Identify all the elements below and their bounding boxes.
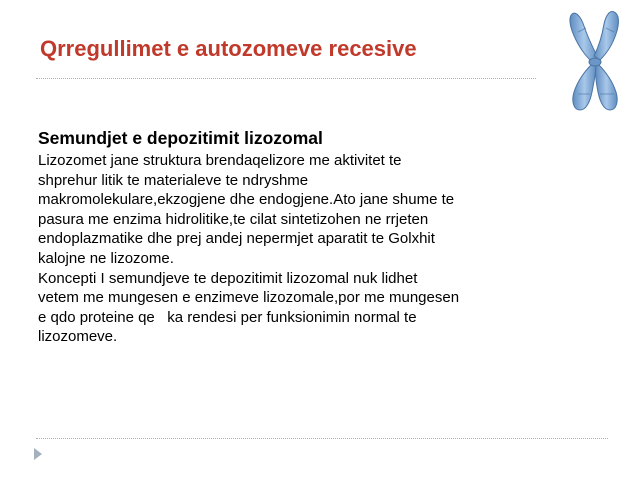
slide-subtitle: Semundjet e depozitimit lizozomal xyxy=(38,128,323,148)
text-line: Koncepti I semundjeve te depozitimit lizozomal nuk lidhet xyxy=(38,269,418,287)
paragraph-koncepti xyxy=(38,269,578,347)
text-line: Lizozomet jane struktura brendaqelizore me aktivitet te xyxy=(38,152,402,169)
text-line: e qdo proteine qe ka rendesi per funksionimin normal te xyxy=(38,308,417,326)
chromosome-icon xyxy=(562,8,628,114)
text-line: shprehur litik te materialeve te ndryshme xyxy=(38,171,309,189)
paragraph-lizozomet xyxy=(38,151,578,269)
slide-body xyxy=(38,128,578,347)
text-line: endoplazmatike dhe prej andej nepermjet aparatit te Golxhit xyxy=(38,230,435,248)
text-line: makromolekulare,ekzogjene dhe endogjene.Ato jane shume te xyxy=(38,191,455,209)
slide-title: Qrregullimet e autozomeve recesive xyxy=(40,36,417,61)
text-line: vetem me mungesen e enzimeve lizozomale,por me mungesen xyxy=(38,289,460,307)
text-line: kalojne ne lizozome. xyxy=(38,249,174,267)
text-line: lizozomeve. xyxy=(38,328,118,346)
title-divider xyxy=(36,78,536,79)
triangle-bullet-icon xyxy=(34,448,42,460)
footer-divider xyxy=(36,438,608,439)
text-line: pasura me enzima hidrolitike,te cilat sintetizohen ne rrjeten xyxy=(38,210,429,228)
